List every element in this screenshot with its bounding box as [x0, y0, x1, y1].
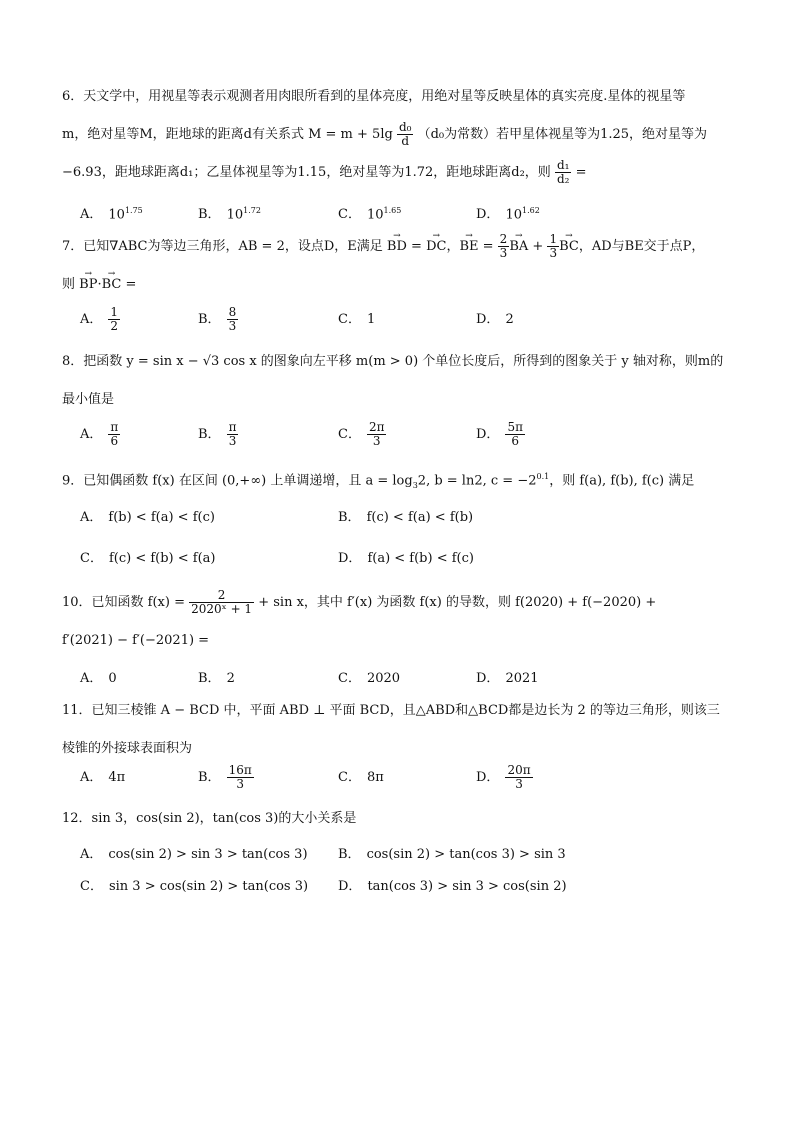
- option-label: C．: [80, 879, 103, 894]
- frac-num: 2: [499, 232, 508, 246]
- question-8: [62, 343, 737, 419]
- vector-bp: → BP: [79, 266, 97, 304]
- q7-options: [80, 305, 720, 335]
- q7-text-a: 7．已知∇ABC为等边三角形，AB = 2，设点D，E满足: [62, 239, 387, 254]
- option-exponent: 1.65: [383, 206, 402, 215]
- option-text: cos(sin 2) > tan(cos 3) > sin 3: [366, 847, 566, 862]
- option-text: cos(sin 2) > sin 3 > tan(cos 3): [108, 847, 308, 862]
- option-text: 8π: [366, 770, 384, 785]
- q10-options: [80, 664, 720, 694]
- option-label: B．: [338, 847, 361, 862]
- q6-fraction-d1-d2: [555, 159, 572, 186]
- q9-text-a: 9．已知偶函数 f(x) 在区间 (0,+∞) 上单调递增，且 a = log: [62, 473, 413, 489]
- frac-num: 1: [549, 232, 558, 246]
- question-9: [62, 458, 737, 496]
- q6-frac2-num: d₁: [556, 158, 570, 172]
- q9-option-d[interactable]: [338, 544, 474, 574]
- vector-bd: → BD: [387, 228, 407, 266]
- question-12: [62, 800, 737, 838]
- q7-frac-1-3: [547, 233, 559, 260]
- option-label: B．: [338, 510, 361, 525]
- frac-den: 2: [110, 319, 119, 333]
- q6-line-3-text-a: −6.93，距地球距离d₁；乙星体视星等为1.15，绝对星等为1.72，距地球距离d₂，则: [62, 165, 551, 180]
- q7-option-d[interactable]: [476, 305, 514, 335]
- option-text: tan(cos 3) > sin 3 > cos(sin 2): [367, 879, 567, 894]
- q9-line-1: [62, 458, 737, 496]
- frac-num: 16π: [228, 763, 252, 777]
- q10-option-a[interactable]: [80, 664, 117, 694]
- q10-option-b[interactable]: [198, 664, 235, 694]
- q9-option-a[interactable]: [80, 503, 215, 533]
- option-text: f(a) < f(b) < f(c): [367, 551, 474, 566]
- option-fraction: [367, 421, 387, 448]
- option-label: C．: [338, 312, 361, 327]
- option-text: 2: [226, 671, 235, 686]
- q6-line-3: [62, 154, 737, 192]
- q6-frac-num: d₀: [398, 120, 412, 134]
- q12-line-1: 12．sin 3，cos(sin 2)，tan(cos 3)的大小关系是: [62, 811, 357, 826]
- frac-num: π: [110, 420, 119, 434]
- option-text: f(c) < f(b) < f(a): [108, 551, 216, 566]
- q11-line-1: 11．已知三棱锥 A − BCD 中，平面 ABD ⊥ 平面 BCD，且△ABD和△BCD都是边长为 2 的等边三角形，则该三: [62, 703, 720, 718]
- q7-option-c[interactable]: [338, 305, 375, 335]
- q7-line-2: [62, 266, 737, 304]
- frac-num: 20π: [507, 763, 531, 777]
- q10-text-a: 10．已知函数 f(x) =: [62, 595, 190, 610]
- frac-den: 6: [110, 434, 119, 448]
- option-base: 10: [108, 207, 125, 223]
- option-label: D．: [476, 207, 500, 223]
- option-text: f(c) < f(a) < f(b): [366, 510, 474, 525]
- q6-line-2-text-a: m，绝对星等M，距地球的距离d有关系式 M = m + 5lg: [62, 127, 393, 142]
- option-label: A．: [80, 770, 103, 785]
- option-text: 1: [366, 312, 376, 327]
- option-text: sin 3 > cos(sin 2) > tan(cos 3): [108, 879, 309, 894]
- q12-options-row-2: [80, 872, 720, 902]
- frac-den: 3: [236, 777, 244, 791]
- q6-option-a[interactable]: [80, 196, 143, 230]
- q7-frac-2-3: [498, 233, 510, 260]
- q12-option-a[interactable]: [80, 840, 308, 870]
- option-fraction: [227, 421, 239, 448]
- q10-option-c[interactable]: [338, 664, 400, 694]
- q8-line-1: 8．把函数 y = sin x − √3 cos x 的图象向左平移 m(m > 0) 个单位长度后，所得到的图象关于 y 轴对称，则m的: [62, 354, 724, 369]
- q7-line-2-a: 则: [62, 277, 80, 292]
- q6-line-2: [62, 116, 737, 154]
- q9-exponent: 0.1: [536, 472, 550, 481]
- q7-line-2-b: =: [121, 277, 137, 292]
- q11-option-b[interactable]: [198, 763, 254, 793]
- vector-bc: → BC: [559, 228, 579, 266]
- option-label: D．: [476, 427, 500, 442]
- q6-line-2-text-b: （d₀为常数）若甲星体视星等为1.25，绝对星等为: [417, 127, 708, 142]
- option-fraction: [108, 306, 120, 333]
- q9-options-row-2: [80, 544, 720, 574]
- option-base: 10: [226, 207, 244, 223]
- frac-den: 2020ˣ + 1: [191, 602, 253, 616]
- q6-option-b[interactable]: [198, 196, 261, 230]
- option-fraction: [227, 306, 239, 333]
- option-text: 2021: [505, 671, 539, 686]
- option-label: C．: [338, 671, 361, 686]
- option-label: D．: [476, 671, 500, 686]
- option-label: C．: [80, 551, 103, 566]
- frac-den: 3: [228, 319, 237, 333]
- q10-fraction: [189, 589, 254, 616]
- option-fraction: [505, 764, 532, 791]
- q6-options: [80, 196, 720, 226]
- option-exponent: 1.72: [243, 206, 261, 215]
- option-label: A．: [80, 207, 103, 223]
- frac-den: 3: [372, 434, 381, 448]
- q8-option-d[interactable]: [476, 420, 525, 450]
- q12-options-row-1: [80, 840, 720, 870]
- option-label: A．: [80, 847, 103, 862]
- option-label: D．: [338, 551, 362, 566]
- frac-den: 3: [499, 246, 508, 260]
- frac-den: 3: [549, 246, 558, 260]
- option-label: B．: [198, 427, 221, 442]
- option-base: 10: [366, 207, 384, 223]
- option-fraction: [227, 764, 254, 791]
- q8-option-a[interactable]: [80, 420, 120, 450]
- q7-line-1: [62, 228, 737, 266]
- q7-eq2: =: [478, 239, 498, 254]
- q6-option-d[interactable]: [476, 196, 540, 230]
- option-label: D．: [476, 312, 500, 327]
- vector-ba: → BA: [509, 228, 528, 266]
- q7-dot: ·: [97, 277, 102, 292]
- frac-num: 2: [189, 589, 254, 603]
- q10-line-2: f′(2021) − f′(−2021) =: [62, 633, 210, 648]
- vector-be: → BE: [459, 228, 478, 266]
- q10-text-b: + sin x，其中 f′(x) 为函数 f(x) 的导数，则 f(2020) + f(−2020) +: [254, 595, 657, 610]
- option-label: D．: [338, 879, 362, 894]
- q7-option-b[interactable]: [198, 305, 238, 335]
- question-11: [62, 692, 737, 768]
- q6-frac-den: d: [401, 134, 410, 148]
- option-label: C．: [338, 427, 361, 442]
- option-base: 10: [505, 207, 522, 223]
- option-label: A．: [80, 427, 103, 442]
- option-label: A．: [80, 671, 103, 686]
- q9-text-c: ，则 f(a), f(b), f(c) 满足: [549, 473, 695, 489]
- frac-num: 1: [110, 305, 119, 319]
- q7-eq1: =: [406, 239, 427, 254]
- option-label: A．: [80, 312, 103, 327]
- q6-frac2-den: d₂: [556, 172, 570, 186]
- q6-option-c[interactable]: [338, 196, 401, 230]
- frac-num: π: [228, 420, 237, 434]
- option-text: 4π: [108, 770, 126, 785]
- q11-line-2: 棱锥的外接球表面积为: [62, 741, 193, 756]
- q6-line-1: 6．天文学中，用视星等表示观测者用肉眼所看到的星体亮度，用绝对星等反映星体的真实亮度.星体的视星等: [62, 89, 686, 104]
- q9-text-b: 2, b = ln2, c = −2: [417, 473, 537, 489]
- q11-options: [80, 763, 720, 793]
- option-fraction: [505, 421, 525, 448]
- option-fraction: [108, 421, 120, 448]
- q7-plus: +: [528, 239, 548, 254]
- option-label: C．: [338, 207, 361, 223]
- option-label: B．: [198, 770, 221, 785]
- q9-option-c[interactable]: [80, 544, 216, 574]
- q10-line-1: [62, 584, 737, 622]
- q7-comma: ，: [446, 239, 460, 254]
- option-exponent: 1.62: [521, 206, 540, 215]
- q8-line-2: 最小值是: [62, 392, 115, 407]
- option-exponent: 1.75: [124, 206, 143, 215]
- q7-text-b: ，AD与BE交于点P，: [578, 239, 705, 254]
- option-label: A．: [80, 510, 103, 525]
- option-text: f(b) < f(a) < f(c): [108, 510, 215, 525]
- q9-log-base: 3: [412, 480, 418, 490]
- option-label: D．: [476, 770, 500, 785]
- option-label: B．: [198, 312, 221, 327]
- q8-option-c[interactable]: [338, 420, 386, 450]
- frac-den: 3: [228, 434, 237, 448]
- frac-den: 3: [515, 777, 523, 791]
- q8-option-b[interactable]: [198, 420, 238, 450]
- frac-num: 8: [228, 305, 237, 319]
- q12-option-b[interactable]: [338, 840, 566, 870]
- q9-option-b[interactable]: [338, 503, 473, 533]
- q9-options-row-1: [80, 503, 720, 533]
- option-label: B．: [198, 671, 221, 686]
- q11-option-d[interactable]: [476, 763, 533, 793]
- option-label: C．: [338, 770, 361, 785]
- option-text: 2: [505, 312, 514, 327]
- option-text: 2020: [366, 671, 401, 686]
- q7-option-a[interactable]: [80, 305, 120, 335]
- frac-num: 5π: [507, 420, 523, 434]
- option-label: B．: [198, 207, 221, 223]
- frac-den: 6: [511, 434, 520, 448]
- q11-option-c[interactable]: [338, 763, 384, 793]
- vector-bc-2: → BC: [102, 266, 122, 304]
- q10-option-d[interactable]: [476, 664, 539, 694]
- question-6: [62, 78, 737, 192]
- q12-option-c[interactable]: [80, 872, 308, 902]
- question-7: [62, 228, 737, 304]
- option-text: 0: [108, 671, 117, 686]
- q11-option-a[interactable]: [80, 763, 125, 793]
- frac-num: 2π: [368, 420, 385, 434]
- q12-option-d[interactable]: [338, 872, 567, 902]
- vector-dc: → DC: [426, 228, 446, 266]
- q6-line-3-text-b: =: [575, 165, 587, 180]
- question-10: [62, 584, 737, 660]
- q6-fraction-d0-d: [397, 121, 414, 148]
- q8-options: [80, 420, 720, 450]
